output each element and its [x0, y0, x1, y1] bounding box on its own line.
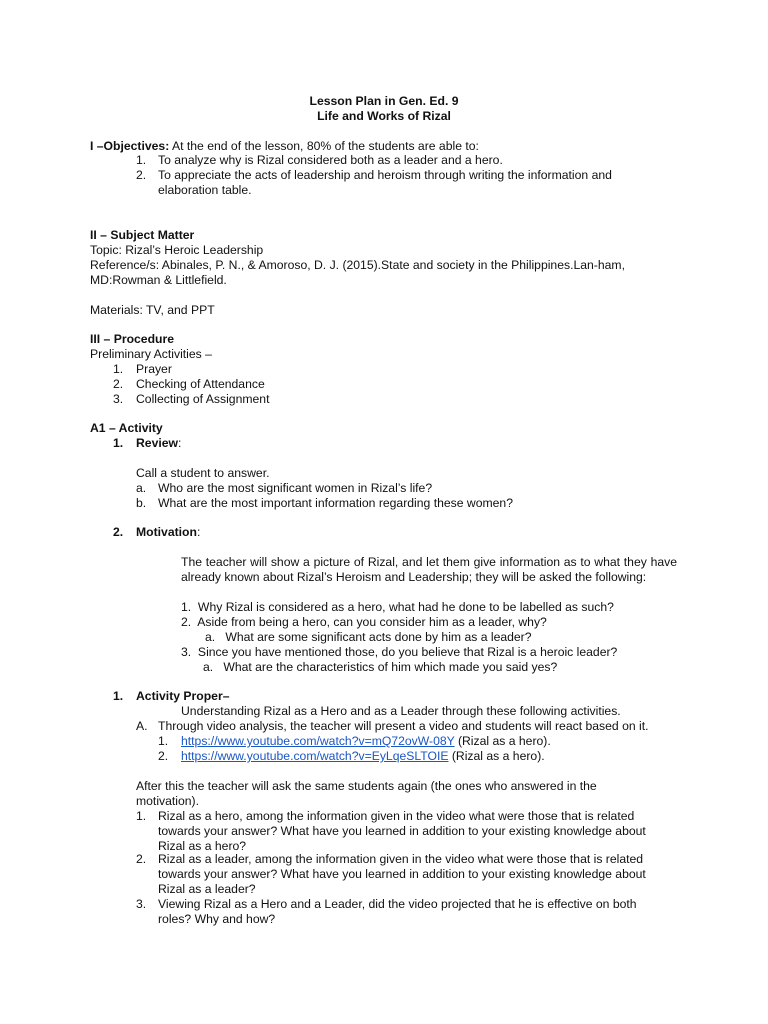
review-num: 1.: [113, 436, 124, 450]
motivation-paragraph: The teacher will show a picture of Rizal, and let them give information as to what they have already known about Rizal’s Heroism and Leadership; they will be asked the following:: [181, 555, 677, 584]
reflection-num: 1.: [136, 809, 147, 823]
after-text: After this the teacher will ask the same students again (the ones who answered in the: [136, 779, 597, 793]
subject-topic: Topic: Rizal’s Heroic Leadership: [90, 243, 264, 257]
procedure-heading: III – Procedure: [90, 332, 174, 346]
review-heading: [136, 436, 181, 451]
reflection-line: towards your answer? What have you learned in addition to your existing knowledge about: [158, 867, 646, 881]
activity-heading: A1 – Activity: [90, 421, 163, 435]
motivation-subquestion: a. What are the characteristics of him which made you said yes?: [203, 660, 558, 674]
review-label: Review: [136, 436, 179, 450]
doc-subtitle: Life and Works of Rizal: [317, 109, 451, 123]
motivation-label: Motivation: [136, 525, 197, 539]
prelim-num: 3.: [113, 392, 124, 406]
review-question: Who are the most significant women in Rizal’s life?: [158, 481, 433, 495]
prelim-text: Collecting of Assignment: [136, 392, 270, 406]
prelim-text: Checking of Attendance: [136, 377, 265, 391]
prelim-activities-label: Preliminary Activities –: [90, 347, 212, 361]
subject-heading: II – Subject Matter: [90, 228, 195, 242]
motivation-colon: :: [196, 525, 201, 539]
review-intro: Call a student to answer.: [136, 466, 270, 480]
motivation-subquestion: a. What are some significant acts done by him as a leader?: [205, 630, 532, 644]
objectives-heading: I –Objectives:: [90, 139, 170, 153]
objective-text: To analyze why is Rizal considered both as a leader and a hero.: [158, 153, 503, 167]
video-link-num: 1.: [158, 734, 169, 748]
prelim-num: 1.: [113, 362, 124, 376]
objective-num: 1.: [136, 153, 147, 167]
reflection-line: roles? Why and how?: [158, 912, 276, 926]
video-link[interactable]: https://www.youtube.com/watch?v=EyLqeSLTOIE: [181, 749, 449, 763]
motivation-heading: [136, 525, 200, 540]
motivation-question: 2. Aside from being a hero, can you consider him as a leader, why?: [181, 615, 547, 629]
proper-num: 1.: [113, 689, 124, 703]
video-link[interactable]: https://www.youtube.com/watch?v=mQ72ovW-08Y: [181, 734, 455, 748]
proper-intro: Understanding Rizal as a Hero and as a Leader through these following activities.: [181, 704, 621, 718]
reflection-num: 3.: [136, 897, 147, 911]
video-link-row: [181, 734, 551, 749]
reflection-line: Rizal as a leader, among the information given in the video what were those that is related: [158, 852, 644, 866]
proper-a-text: Through video analysis, the teacher will present a video and students will react based on it.: [158, 719, 649, 733]
review-letter: a.: [136, 481, 147, 495]
objective-text: To appreciate the acts of leadership and heroism through writing the information and: [158, 168, 612, 182]
reflection-line: Viewing Rizal as a Hero and a Leader, did the video projected that he is effective on both: [158, 897, 637, 911]
objectives-intro-line: [90, 139, 479, 154]
reflection-line: Rizal as a hero?: [158, 839, 247, 853]
review-letter: b.: [136, 496, 147, 510]
reflection-line: Rizal as a hero, among the information given in the video what were those that is related: [158, 809, 635, 823]
review-question: What are the most important information regarding these women?: [158, 496, 513, 510]
subject-reference-cont: MD:Rowman & Littlefield.: [90, 273, 227, 287]
objective-text-cont: elaboration table.: [158, 183, 252, 197]
reflection-line: Rizal as a leader?: [158, 882, 256, 896]
proper-letter: A.: [136, 719, 148, 733]
proper-heading: Activity Proper–: [136, 689, 230, 703]
prelim-text: Prayer: [136, 362, 172, 376]
reflection-num: 2.: [136, 852, 147, 866]
review-colon: :: [178, 436, 182, 450]
motivation-num: 2.: [113, 525, 124, 539]
after-text-cont: motivation).: [136, 794, 199, 808]
video-link-note: (Rizal as a hero).: [448, 749, 545, 763]
doc-title: Lesson Plan in Gen. Ed. 9: [309, 94, 459, 108]
video-link-row: [181, 749, 545, 764]
video-link-note: (Rizal as a hero).: [454, 734, 551, 748]
subject-reference: Reference/s: Abinales, P. N., & Amoroso, D. J. (2015).State and society in the Philippines.Lan-ham,: [90, 258, 625, 272]
subject-materials: Materials: TV, and PPT: [90, 303, 215, 317]
motivation-question: 3. Since you have mentioned those, do you believe that Rizal is a heroic leader?: [181, 645, 618, 659]
objectives-intro: At the end of the lesson, 80% of the students are able to:: [171, 139, 479, 153]
reflection-line: towards your answer? What have you learned in addition to your existing knowledge about: [158, 824, 646, 838]
motivation-question: 1. Why Rizal is considered as a hero, what had he done to be labelled as such?: [181, 600, 614, 614]
prelim-num: 2.: [113, 377, 124, 391]
video-link-num: 2.: [158, 749, 169, 763]
objective-num: 2.: [136, 168, 147, 182]
